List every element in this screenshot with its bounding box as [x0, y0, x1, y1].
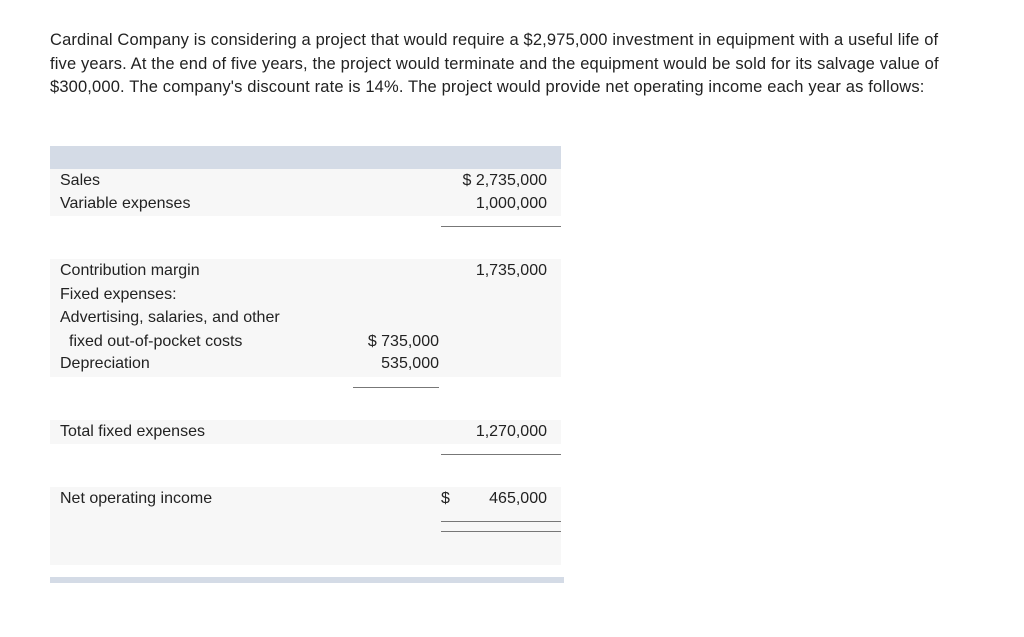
table-footer-bar	[50, 577, 564, 583]
double-rule-top	[441, 521, 561, 522]
variable-expenses-value: 1,000,000	[475, 195, 547, 212]
sales-label: Sales	[60, 172, 101, 189]
sales-value: $ 2,735,000	[462, 172, 547, 189]
net-operating-income-label: Net operating income	[60, 490, 213, 507]
problem-statement: Cardinal Company is considering a project that would require a $2,975,000 investment in equipment with a useful life of five years. At the end of five years, the project would terminate and the equipment would be sold for its salvage value of $300,000. The company's discount rate is 14%. The project would provide net operating income each year as follows:	[50, 31, 939, 96]
subtotal-rule	[441, 226, 561, 227]
subtotal-rule	[353, 387, 439, 388]
net-operating-income-value-cell	[441, 488, 547, 510]
total-fixed-expenses-value: 1,270,000	[475, 423, 547, 440]
advertising-label-line2: fixed out-of-pocket costs	[69, 333, 243, 350]
subtotal-rule	[441, 454, 561, 455]
income-statement-table	[50, 146, 564, 586]
depreciation-label: Depreciation	[60, 355, 150, 372]
depreciation-value: 535,000	[381, 355, 439, 372]
contribution-margin-label: Contribution margin	[60, 262, 200, 279]
advertising-value: $ 735,000	[367, 333, 439, 350]
fixed-expenses-label: Fixed expenses:	[60, 286, 177, 303]
net-operating-income-dollar: $	[441, 490, 450, 507]
total-fixed-expenses-label: Total fixed expenses	[60, 423, 205, 440]
variable-expenses-label: Variable expenses	[60, 195, 191, 212]
table-header-bar	[50, 146, 561, 169]
advertising-label-line1: Advertising, salaries, and other	[60, 309, 280, 326]
net-operating-income-value: 465,000	[489, 490, 547, 507]
double-rule-bottom	[441, 531, 561, 532]
contribution-margin-value: 1,735,000	[475, 262, 547, 279]
